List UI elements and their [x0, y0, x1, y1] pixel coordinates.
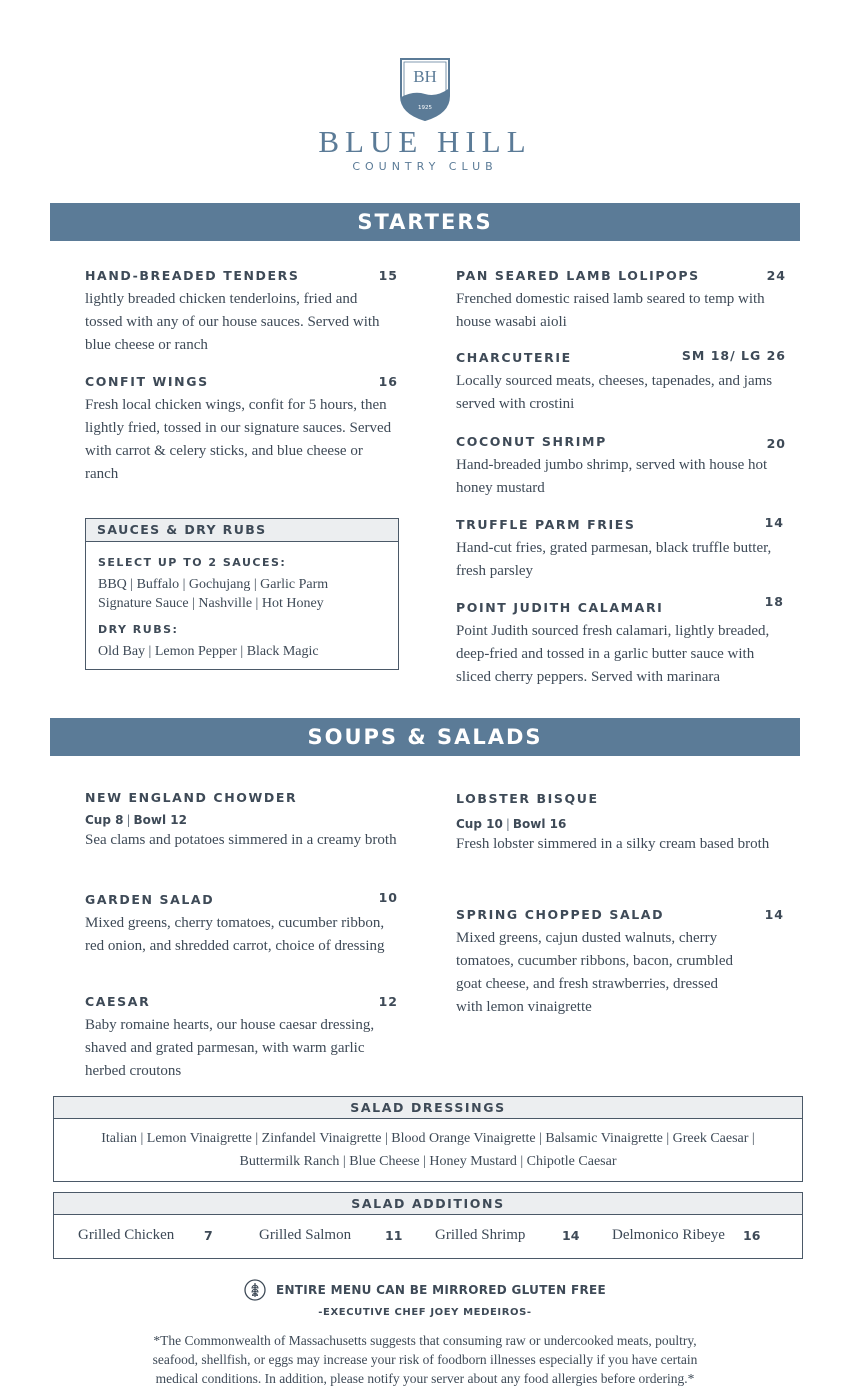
item-description: Frenched domestic raised lamb seared to temp with house wasabi aioli: [456, 291, 765, 330]
salad-dressings-box: [53, 1096, 803, 1182]
menu-item-hand-breaded-tenders: [85, 266, 398, 357]
item-name: LOBSTER BISQUE: [456, 791, 599, 806]
item-name: COCONUT SHRIMP: [456, 434, 607, 449]
brand-subtitle: COUNTRY CLUB: [352, 160, 498, 173]
item-sizes: Cup 10 | Bowl 16: [456, 817, 567, 831]
sauce-list-line-2: Signature Sauce | Nashville | Hot Honey: [98, 596, 324, 611]
item-price: 18: [764, 594, 784, 609]
menu-item-garden-salad: [85, 890, 398, 958]
menu-item-lobster-bisque: [456, 789, 786, 856]
salad-additions-box: [53, 1192, 803, 1259]
select-sauces-label: SELECT UP TO 2 SAUCES:: [98, 556, 287, 569]
menu-item-spring-chopped-salad: [456, 905, 786, 1019]
addition-name: Delmonico Ribeye: [612, 1227, 725, 1243]
item-price: 16: [378, 374, 398, 389]
menu-item-lamb-lolipops: [456, 266, 786, 334]
item-description: Baby romaine hearts, our house caesar dressing, shaved and grated parmesan, with warm garlic herbed croutons: [85, 1017, 375, 1079]
item-name: CONFIT WINGS: [85, 374, 209, 389]
item-description: Sea clams and potatoes simmered in a creamy broth: [85, 832, 397, 848]
menu-item-coconut-shrimp: [456, 432, 786, 500]
menu-item-charcuterie: [456, 348, 786, 416]
item-name: GARDEN SALAD: [85, 892, 215, 907]
cup-price: Cup 10: [456, 817, 503, 831]
item-description: Mixed greens, cherry tomatoes, cucumber ribbon, red onion, and shredded carrot, choice of dressing: [85, 915, 385, 954]
menu-item-point-judith-calamari: [456, 594, 786, 689]
item-price: 14: [764, 515, 784, 530]
item-description: Hand-cut fries, grated parmesan, black truffle butter, fresh parsley: [456, 540, 772, 579]
addition-price: 11: [385, 1228, 403, 1243]
item-name: POINT JUDITH CALAMARI: [456, 600, 664, 615]
addition-name: Grilled Chicken: [78, 1227, 175, 1243]
item-name: PAN SEARED LAMB LOLIPOPS: [456, 268, 700, 283]
soups-salads-section-header: SOUPS & SALADS: [50, 718, 800, 756]
item-price: 14: [764, 907, 784, 922]
addition-name: Grilled Shrimp: [435, 1227, 526, 1243]
item-description: Locally sourced meats, cheeses, tapenades, and jams served with crostini: [456, 373, 773, 412]
addition-name: Grilled Salmon: [259, 1227, 352, 1243]
menu-item-confit-wings: [85, 372, 398, 486]
item-description: Point Judith sourced fresh calamari, lightly breaded, deep-fried and tossed in a garlic butter sauce with sliced cherry peppers. Served with marinara: [456, 623, 770, 685]
item-description: Fresh local chicken wings, confit for 5 hours, then lightly fried, tossed in our signature sauces. Served with carrot & celery sticks, and blue cheese or ranch: [85, 397, 392, 482]
executive-chef-credit: -EXECUTIVE CHEF JOEY MEDEIROS-: [318, 1307, 532, 1318]
sauces-dry-rubs-box: [85, 518, 399, 670]
item-description: Fresh lobster simmered in a silky cream based broth: [456, 836, 770, 852]
menu-item-caesar: [85, 992, 398, 1083]
item-name: NEW ENGLAND CHOWDER: [85, 790, 298, 805]
item-price: SM 18/ LG 26: [681, 348, 786, 363]
item-price: 10: [378, 890, 398, 905]
addition-price: 14: [562, 1228, 580, 1243]
wheat-icon: [244, 1279, 266, 1301]
shield-crest-icon: [398, 56, 452, 122]
gluten-free-note: [0, 1279, 850, 1301]
menu-item-new-england-chowder: [85, 788, 398, 852]
item-name: SPRING CHOPPED SALAD: [456, 907, 665, 922]
brand-name: BLUE HILL: [318, 124, 532, 159]
salad-dressings-list: Italian | Lemon Vinaigrette | Zinfandel Vinaigrette | Blood Orange Vinaigrette | Balsamic Vinaigrette | Greek Caesar | Buttermilk Ranch | Blue Cheese | Honey Mustard | Chipotle Caesar: [101, 1131, 755, 1169]
salad-additions-title: SALAD ADDITIONS: [54, 1193, 802, 1215]
item-sizes: Cup 8 | Bowl 12: [85, 813, 187, 827]
item-name: CHARCUTERIE: [456, 350, 572, 365]
item-price: 24: [766, 268, 786, 283]
item-name: TRUFFLE PARM FRIES: [456, 517, 636, 532]
monogram-text: BH: [413, 67, 437, 86]
item-price: 20: [766, 436, 786, 451]
bowl-price: Bowl 12: [133, 813, 187, 827]
addition-price: 16: [743, 1228, 761, 1243]
starters-section-header: STARTERS: [50, 203, 800, 241]
sauces-box-title: SAUCES & DRY RUBS: [86, 519, 398, 542]
item-price: 15: [378, 268, 398, 283]
item-description: Hand-breaded jumbo shrimp, served with house hot honey mustard: [456, 457, 768, 496]
item-price: 12: [378, 994, 398, 1009]
bowl-price: Bowl 16: [512, 817, 567, 831]
item-name: CAESAR: [85, 994, 151, 1009]
sauce-list-line-1: BBQ | Buffalo | Gochujang | Garlic Parm: [98, 577, 329, 592]
item-name: HAND-BREADED TENDERS: [85, 268, 300, 283]
salad-dressings-title: SALAD DRESSINGS: [54, 1097, 802, 1119]
gluten-free-text: ENTIRE MENU CAN BE MIRRORED GLUTEN FREE: [275, 1283, 607, 1297]
salad-additions-row: [54, 1215, 802, 1255]
cup-price: Cup 8: [85, 813, 124, 827]
item-description: lightly breaded chicken tenderloins, fried and tossed with any of our house sauces. Served with blue cheese or ranch: [85, 291, 380, 353]
dry-rubs-list: Old Bay | Lemon Pepper | Black Magic: [98, 644, 319, 659]
founding-year: 1925: [418, 105, 432, 111]
menu-item-truffle-parm-fries: [456, 515, 786, 583]
health-disclaimer: *The Commonwealth of Massachusetts suggests that consuming raw or undercooked meats, poultry, seafood, shellfish, or eggs may increase your risk of foodborn illnesses especially if you have certain medical conditions. In addition, please notify your server about any food allergies before ordering.*: [152, 1333, 698, 1386]
item-description: Mixed greens, cajun dusted walnuts, cherry tomatoes, cucumber ribbons, bacon, crumbled goat cheese, and fresh strawberries, dressed with lemon vinaigrette: [456, 930, 734, 1015]
dry-rubs-label: DRY RUBS:: [98, 623, 179, 636]
addition-price: 7: [204, 1228, 213, 1243]
brand-logo: [0, 56, 850, 173]
